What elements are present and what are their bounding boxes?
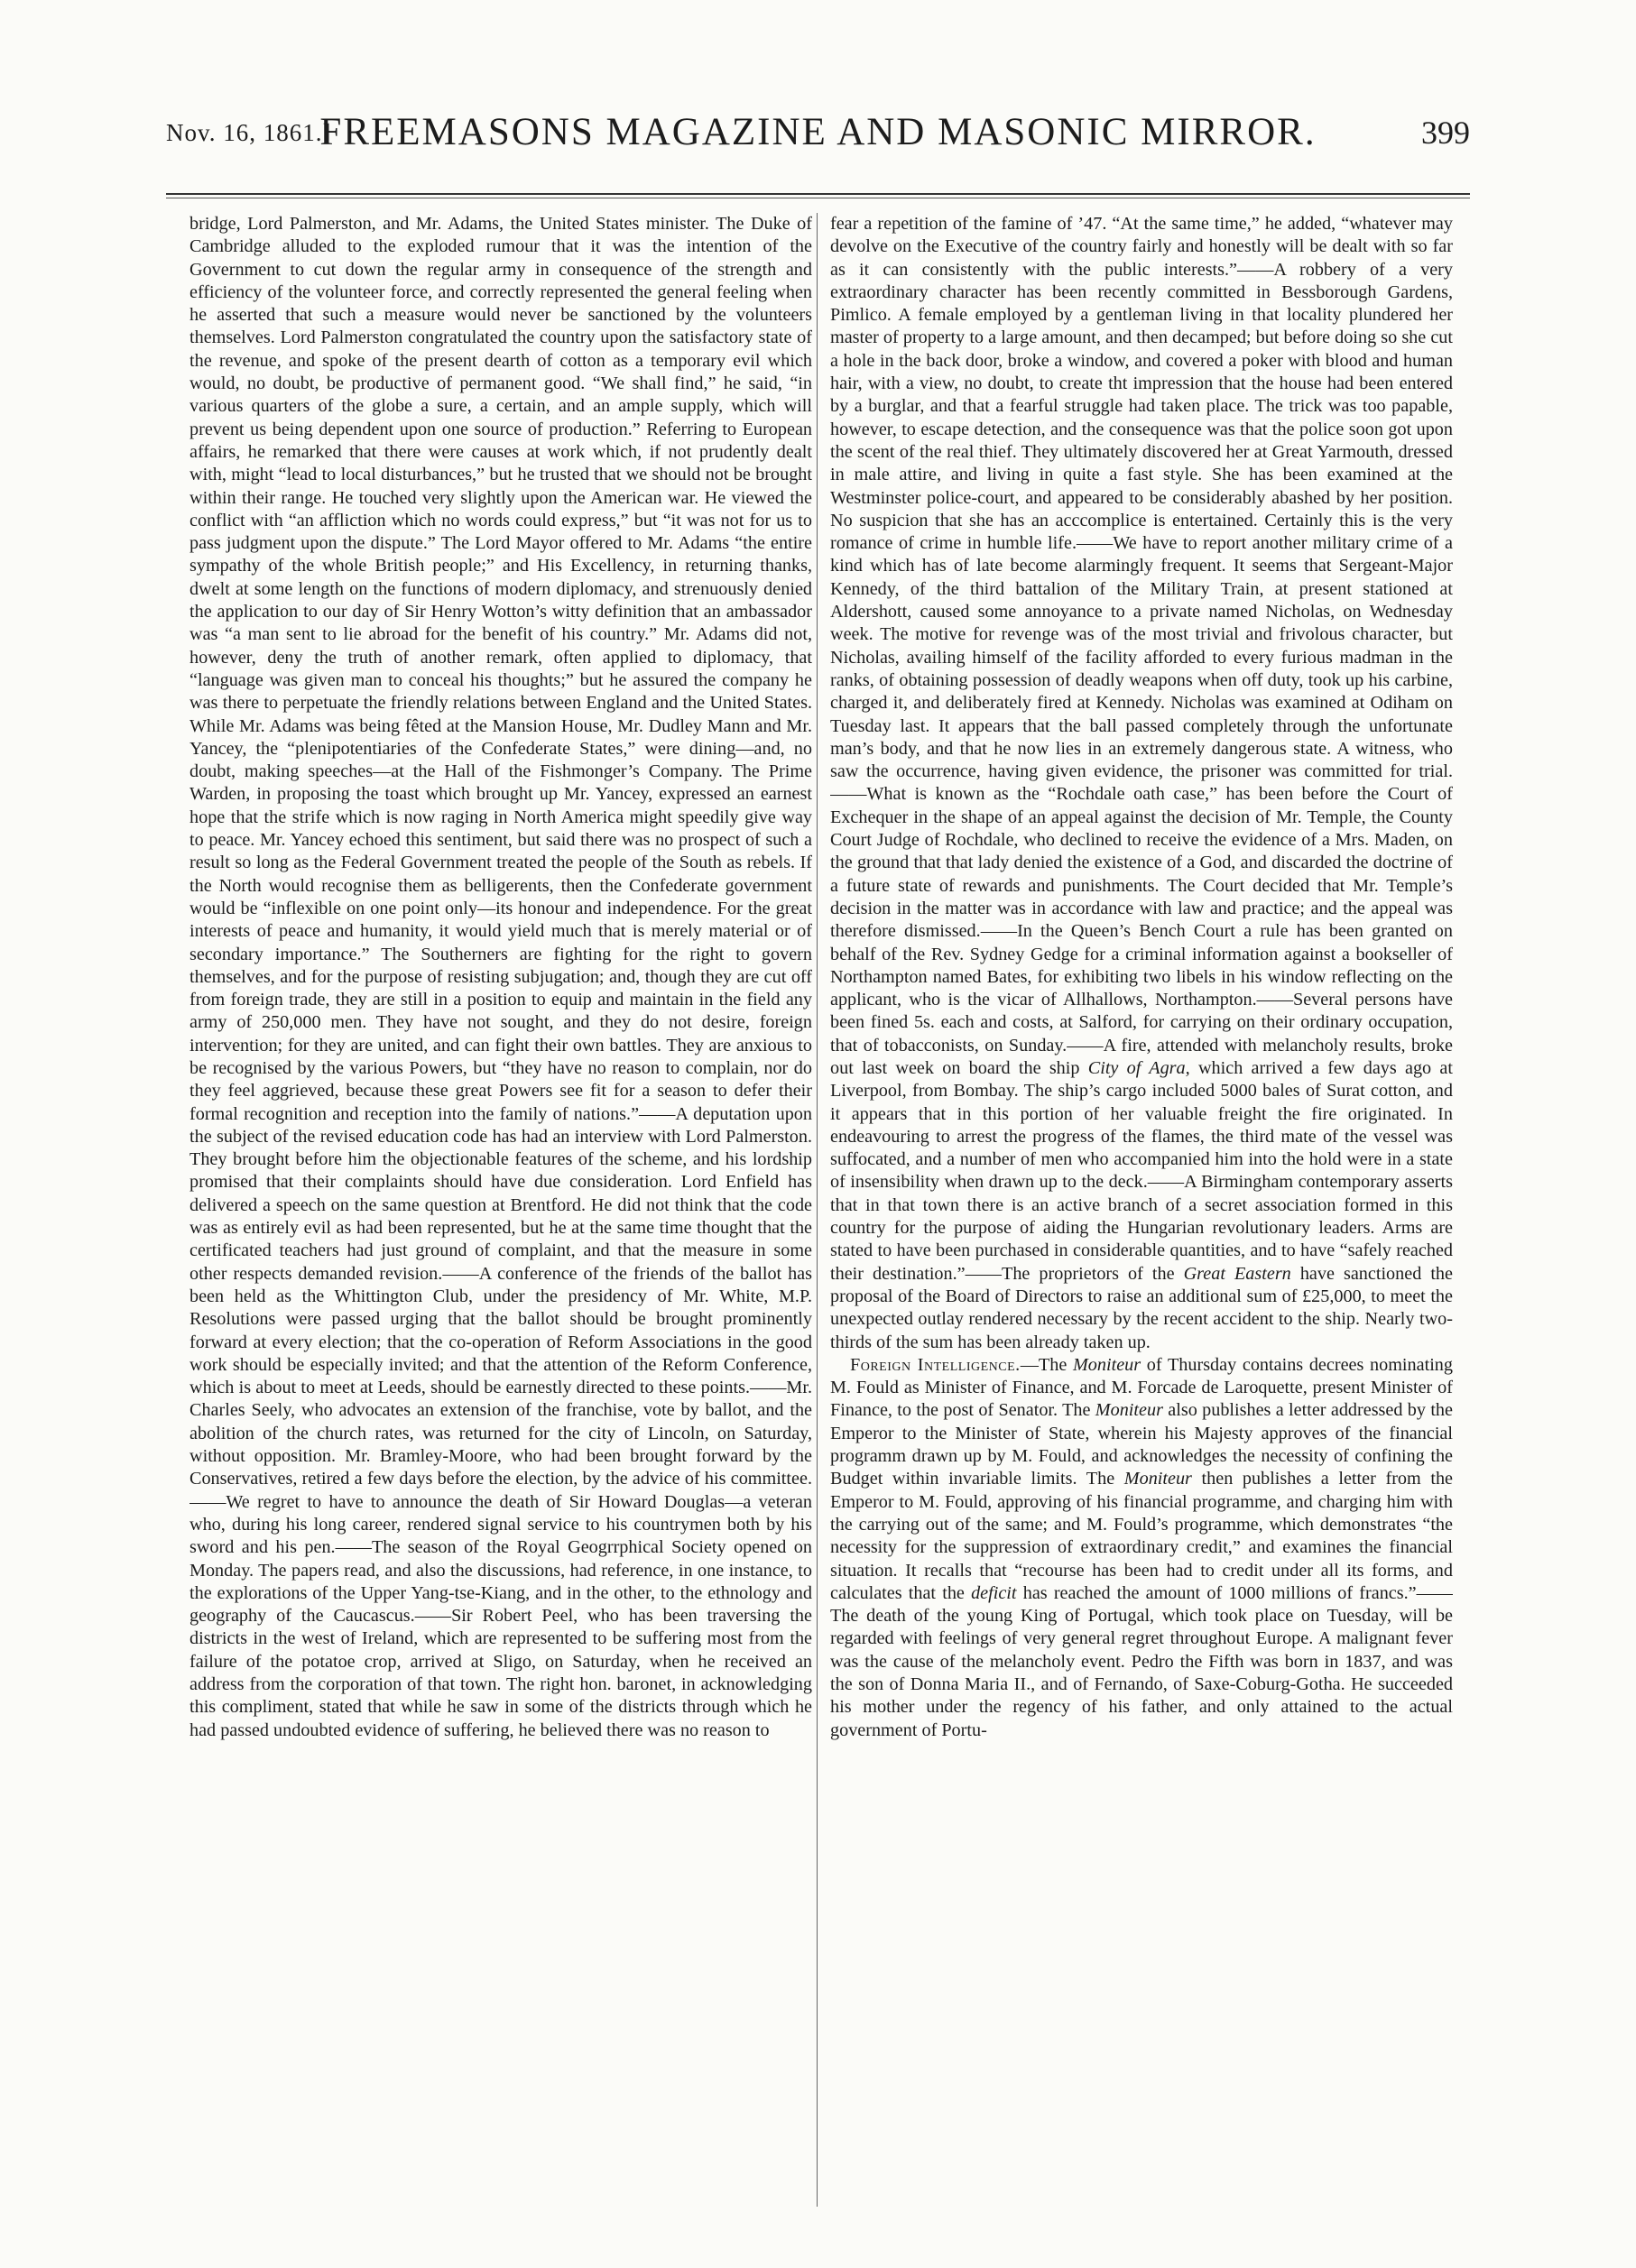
right-column-paragraph-foreign <box>830 1354 1453 1742</box>
issue-date: Nov. 16, 1861.] <box>166 119 332 146</box>
masthead-title: FREEMASONS MAGAZINE AND MASONIC MIRROR. <box>319 111 1317 153</box>
right-column <box>830 213 1453 2225</box>
moniteur-ref-3: Moniteur <box>1123 1469 1192 1489</box>
news-text-b: which arrived a few days ago at Liverpool, from Bombay. The ship’s cargo included 5000 bales of Surat cotton, and it appears that in this portion of her valuable freight the fire originated. In endeavouring to arrest the progress of the flames, the third mate of the vessel was suffocated, and a number of men who accompanied him into the hold were in a state of insensibility when drawn up to the deck.——A Birmingham contemporary asserts that in that town there is an active branch of a secret association formed in this country for the purpose of aiding the Hungarian revolutionary leaders. Arms are stated to have been purchased in considerable quantities, and to have “safely reached their destination.”——The proprietors of the <box>830 1057 1453 1284</box>
right-column-paragraph-news <box>830 213 1453 1354</box>
page-number: 399 <box>1421 115 1470 151</box>
page-header <box>166 106 1470 170</box>
ship-name: City of Agra, <box>1087 1057 1190 1078</box>
foreign-text-a: —The <box>1020 1354 1073 1375</box>
foreign-text-e: has reached the amount of 1000 millions of francs.”——The death of the young King of Portugal, which took place on Tuesday, will be regarded with feelings of very general regret throughout Europe. A malignant fever was the cause of the melancholy event. Pedro the Fifth was born in 1837, and was the son of Donna Maria II., and of Fernando, of Saxe-Coburg-Gotha. He succeeded his mother under the regency of his father, and only attained to the actual government of Portu- <box>830 1582 1453 1740</box>
left-column-text: bridge, Lord Palmerston, and Mr. Adams, the United States minister. The Duke of Cambridge alluded to the exploded rumour that it was the intention of the Government to cut down the regular army in consequence of the strength and efficiency of the volunteer force, and correctly represented the general feeling when he asserted that such a measure would never be sanctioned by the volunteers themselves. Lord Palmerston congratulated the country upon the satisfactory state of the revenue, and spoke of the present dearth of cotton as a temporary evil which would, no doubt, be productive of permanent good. “We shall find,” he said, “in various quarters of the globe a sure, a certain, and an ample supply, which will prevent us being dependent upon one source of production.” Referring to European affairs, he remarked that there were causes at work which, if not prudently dealt with, might “lead to local disturbances,” but he trusted that we should not be brought within their range. He touched very slightly upon the American war. He viewed the conflict with “an affliction which no words could express,” but “it was not for us to pass judgment upon the dispute.” The Lord Mayor offered to Mr. Adams “the entire sympathy of the whole British people;” and His Excellency, in returning thanks, dwelt at some length on the functions of modern diplomacy, and strenuously denied the application to our day of Sir Henry Wotton’s witty definition that an ambassador was “a man sent to lie abroad for the benefit of his country.” Mr. Adams did not, however, deny the truth of another remark, often applied to diplomacy, that “language was given man to conceal his thoughts;” but he assured the company he was there to perpetuate the friendly relations between England and the United States. While Mr. Adams was being fêted at the Mansion House, Mr. Dudley Mann and Mr. Yancey, the “plenipotentiaries of the Confederate States,” were dining—and, no doubt, making speeches—at the Hall of the Fishmonger’s Company. The Prime Warden, in proposing the toast which brought up Mr. Yancey, expressed an earnest hope that the strife which is now raging in North America might speedily give way to peace. Mr. Yancey echoed this sentiment, but said there was no prospect of such a result so long as the Federal Government treated the people of the South as rebels. If the North would recognise them as belligerents, then the Confederate government would be “inflexible on one point only—its honour and independence. For the great interests of peace and humanity, it would yield much that is merely material or of secondary importance.” The Southerners are fighting for the right to govern themselves, and for the purpose of resisting subjugation; and, though they are cut off from foreign trade, they are still in a position to equip and maintain in the field any army of 250,000 men. They have not sought, and they do not desire, foreign intervention; for they are united, and can fight their own battles. They are anxious to be recognised by the various Powers, but “they have no reason to complain, nor do they feel aggrieved, because these great Powers see fit for a season to defer their formal recognition and reception into the family of nations.”——A deputation upon the subject of the revised education code has had an interview with Lord Palmerston. They brought before him the objectionable features of the scheme, and his lordship promised that their complaints should have due consideration. Lord Enfield has delivered a speech on the same question at Brentford. He did not think that the code was as entirely evil as had been represented, but he at the same time thought that the certificated teachers had just ground of complaint, and that the measure in some other respects demanded revision.——A conference of the friends of the ballot has been held as the Whittington Club, under the presidency of Mr. White, M.P. Resolutions were passed urging that the ballot should be brought prominently forward at every election; that the co-operation of Reform Associations in the good work should be especially invited; and that the attention of the Reform Conference, which is about to meet at Leeds, should be earnestly directed to these points.——Mr. Charles Seely, who advocates an extension of the franchise, vote by ballot, and the abolition of the church rates, was returned for the city of Lincoln, on Saturday, without opposition. Mr. Bramley-Moore, who had been brought forward by the Conservatives, retired a few days before the election, by the advice of his committee.——We regret to have to announce the death of Sir Howard Douglas—a veteran who, during his long career, rendered signal service to his countrymen both by his sword and his pen.——The season of the Royal Geogrrphical Society opened on Monday. The papers read, and also the discussions, had reference, in one instance, to the explorations of the Upper Yang-tse-Kiang, and in the other, to the ethnology and geography of the Caucascus.——Sir Robert Peel, who has been traversing the districts in the west of Ireland, which are represented to be suffering most from the failure of the potatoe crop, arrived at Sligo, on Saturday, when he received an address from the corporation of that town. The right hon. baronet, in acknowledging this compliment, stated that while he saw in some of the districts through which he had passed undoubted evidence of suffering, he believed there was no reason to <box>189 214 812 1740</box>
news-text-c: have sanctioned the proposal of the Board of Directors to raise an additional sum of £25,000, to meet the unexpected outlay rendered necessary by the recent accident to the ship. Nearly two-thirds of the sum has been already taken up. <box>830 1263 1453 1352</box>
left-column <box>189 213 812 2225</box>
column-divider <box>817 213 818 2207</box>
foreign-text-c: also publishes a letter addressed by the Emperor to the Minister of State, wherein his Majesty approves of the financial programm drawn up by M. Fould, and acknowledges the necessity of confining the Budget within invariable limits. The <box>830 1400 1453 1489</box>
moniteur-ref-2: Moniteur <box>1095 1400 1163 1421</box>
moniteur-ref-1: Moniteur <box>1072 1354 1142 1375</box>
deficit-word: deficit <box>971 1582 1017 1603</box>
vessel-name: Great Eastern <box>1183 1263 1291 1284</box>
news-text-a: fear a repetition of the famine of ’47. “At the same time,” he added, “whatever may devolve on the Executive of the country fairly and honestly will be dealt with so far as it can consistently with the public interests.”——A robbery of a very extraordinary character has been recently committed in Bessborough Gardens, Pimlico. A female employed by a gentleman living in that locality plundered her master of property to a large amount, and then decamped; but before doing so she cut a hole in the back door, broke a window, and covered a poker with blood and human hair, with a view, no doubt, to create tht impression that the house had been entered by a burglar, and that a fearful struggle had taken place. The trick was too papable, however, to escape detection, and the consequence was that the police soon got upon the scent of the real thief. They ultimately discovered her at Great Yarmouth, dressed in male attire, and living in quite a fast style. She has been examined at the Westminster police-court, and appeared to be considerably abashed by her position. No suspicion that she has an acccomplice is entertained. Certainly this is the very romance of crime in humble life.——We have to report another military crime of a kind which has of late become alarmingly frequent. It seems that Sergeant-Major Kennedy, of the third battalion of the Military Train, at present stationed at Aldershott, caused some annoyance to a private named Nicholas, on Wednesday week. The motive for revenge was of the most trivial and frivolous character, but Nicholas, availing himself of the facility afforded to every furious madman in the ranks, of obtaining possession of deadly weapons when off duty, took up his carbine, charged it, and deliberately fired at Kennedy. Nicholas was examined at Odiham on Tuesday last. It appears that the ball passed completely through the unfortunate man’s body, and that he now lies in an extremely dangerous state. A witness, who saw the occurrence, having given evidence, the prisoner was committed for trial.——What is known as the “Rochdale oath case,” has been before the Court of Exchequer in the shape of an appeal against the decision of Mr. Temple, the County Court Judge of Rochdale, who declined to receive the evidence of a Mrs. Maden, on the ground that that lady denied the existence of a God, and discarded the doctrine of a future state of rewards and punishments. The Court decided that Mr. Temple’s decision in the matter was in accordance with law and practice; and the appeal was therefore dismissed.——In the Queen’s Bench Court a rule has been granted on behalf of the Rev. Sydney Gedge for a criminal information against a bookseller of Northampton named Bates, for exhibiting two libels in his window reflecting on the applicant, who is the vicar of Allhallows, Northampton.——Several persons have been fined 5s. each and costs, at Salford, for carrying on their ordinary occupation, that of tobacconists, on Sunday.——A fire, attended with melancholy results, broke out last week on board the ship <box>830 214 1453 1078</box>
foreign-text-b: of Thursday contains decrees nominating M. Fould as Minister of Finance, and M. Forcade de Laroquette, present Minister of Finance, to the post of Senator. The <box>830 1354 1453 1421</box>
section-heading: Foreign Intelligence. <box>850 1354 1021 1375</box>
header-rule <box>166 193 1470 195</box>
foreign-text-d: then publishes a letter from the Emperor to M. Fould, approving of his financial programme, and charging him with the carrying out of the same; and M. Fould’s programme, which demonstrates “the necessity for the suppression of extraordinary credit,” and examines the financial situation. It recalls that “recourse has been had to credit under all its forms, and calculates that the <box>830 1469 1453 1603</box>
